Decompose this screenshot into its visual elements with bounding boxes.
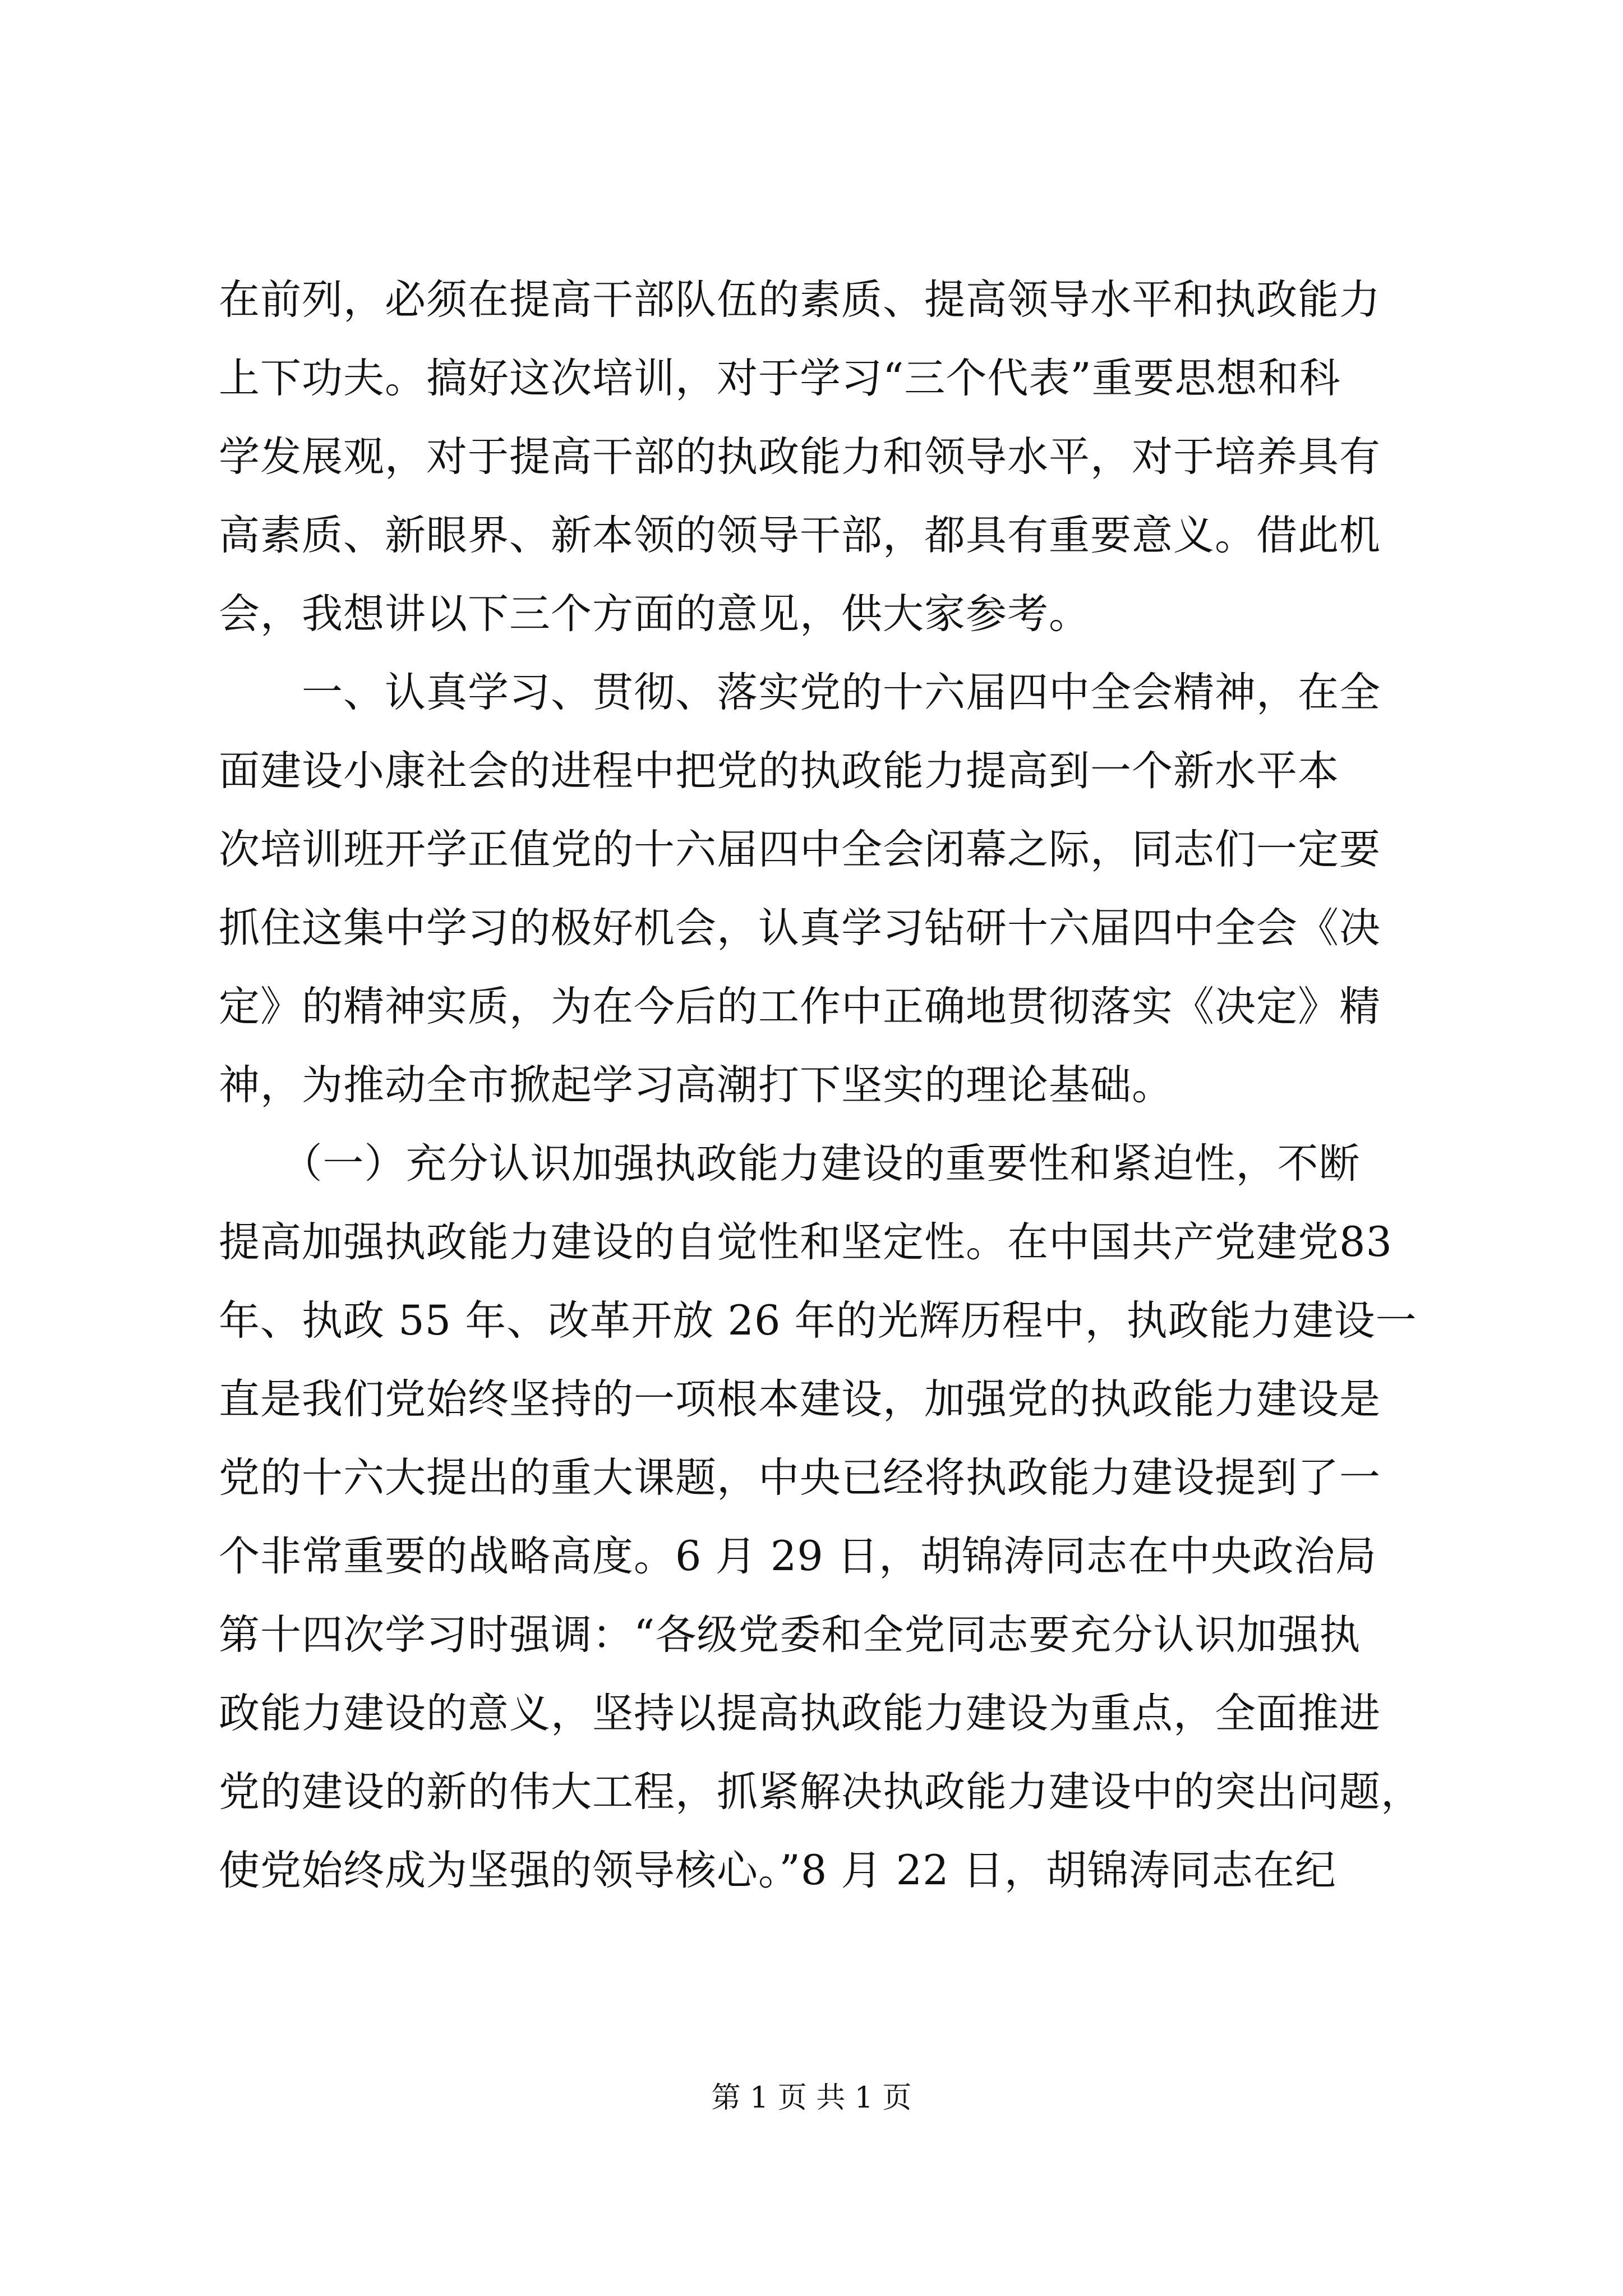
text-line: 面建设小康社会的进程中把党的执政能力提高到一个新水平本 [219, 747, 1339, 795]
text-line: 高素质、新眼界、新本领的领导干部，都具有重要意义。借此机 [219, 512, 1381, 559]
text-line: 在前列，必须在提高干部队伍的素质、提高领导水平和执政能力 [219, 276, 1381, 324]
text-line: 党的十六大提出的重大课题，中央已经将执政能力建设提到了一 [219, 1454, 1381, 1502]
text-line: 抓住这集中学习的极好机会，认真学习钻研十六届四中全会《决 [219, 904, 1381, 952]
text-line: 学发展观，对于提高干部的执政能力和领导水平，对于培养具有 [219, 433, 1381, 481]
text-line: 使党始终成为坚强的领导核心。”8 月 22 日，胡锦涛同志在纪 [219, 1847, 1336, 1894]
text-line: 提高加强执政能力建设的自觉性和坚定性。在中国共产党建党83 [219, 1218, 1393, 1266]
text-line: 个非常重要的战略高度。6 月 29 日，胡锦涛同志在中央政治局 [219, 1533, 1377, 1580]
text-line: 定》的精神实质，为在今后的工作中正确地贯彻落实《决定》精 [219, 983, 1381, 1030]
text-line: 第十四次学习时强调：“各级党委和全党同志要充分认识加强执 [219, 1611, 1361, 1659]
page-footer: 第 1 页 共 1 页 [711, 2081, 912, 2115]
text-line: 上下功夫。搞好这次培训，对于学习“三个代表”重要思想和科 [219, 355, 1341, 402]
text-line: 神，为推动全市掀起学习高潮打下坚实的理论基础。 [219, 1061, 1173, 1109]
text-line: 一、认真学习、贯彻、落实党的十六届四中全会精神，在全 [219, 669, 1381, 716]
text-line: 党的建设的新的伟大工程，抓紧解决执政能力建设中的突出问题， [219, 1768, 1422, 1816]
text-line: （一）充分认识加强执政能力建设的重要性和紧迫性，不断 [219, 1140, 1361, 1188]
text-line: 次培训班开学正值党的十六届四中全会闭幕之际，同志们一定要 [219, 826, 1381, 873]
text-line: 政能力建设的意义，坚持以提高执政能力建设为重点，全面推进 [219, 1690, 1381, 1737]
text-line: 直是我们党始终坚持的一项根本建设，加强党的执政能力建设是 [219, 1375, 1381, 1423]
text-line: 年、执政 55 年、改革开放 26 年的光辉历程中，执政能力建设一 [219, 1297, 1417, 1345]
text-line: 会，我想讲以下三个方面的意见，供大家参考。 [219, 590, 1090, 638]
